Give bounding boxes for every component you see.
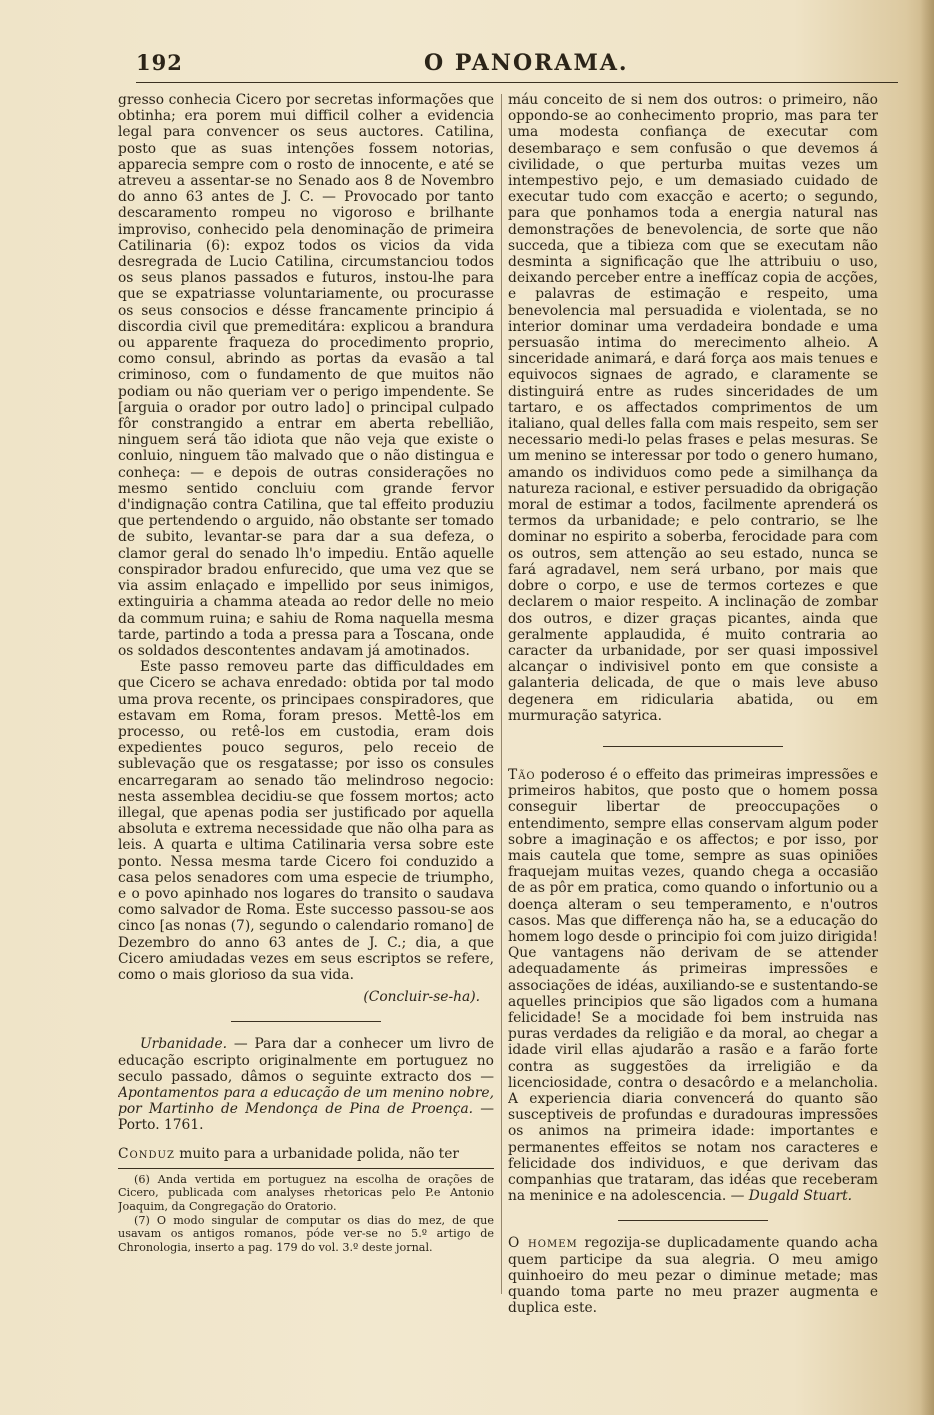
impressions-author: — Dugald Stuart.	[726, 1188, 853, 1205]
left-column	[118, 92, 494, 1342]
homem-lead: O homem	[508, 1235, 578, 1252]
column-divider	[501, 94, 502, 1294]
right-column	[508, 92, 878, 1342]
urbanidade-start-text: muito para a urbanidade polida, não ter	[174, 1145, 459, 1162]
footnote-7: (7) O modo singular de computar os dias do mez, de que usavam os antigos romanos, póde ver-se no 5.º artigo de Chronologia, inserto a pag. 179 do vol. 3.º deste jornal.	[118, 1214, 494, 1254]
footnotes	[118, 1168, 494, 1254]
urbanidade-start	[118, 1146, 494, 1162]
impressions-paragraph	[508, 767, 878, 1204]
footnote-6: (6) Anda vertida em portuguez na escolha de orações de Cicero, publicada com analyses rhetoricas pelo P.e Antonio Joaquim, da Congregação do Oratorio.	[118, 1172, 494, 1213]
page-number: 192	[136, 50, 183, 75]
section-separator	[231, 1021, 381, 1022]
cicero-paragraph-2: Este passo removeu parte das difficuldades em que Cicero se achava enredado: obtida por tal modo uma prova recente, os principaes conspiradores, que estavam em Roma, foram presos. Mettê-los em processo, ou retê-los em custodia, eram dois expedientes pouco seguros, pelo receio de sublevação que os resgatasse; por isso os consules encarregaram ao senado tão melindroso negocio: nesta assemblea decidiu-se que fossem mortos; acto illegal, que apenas podia ser justificado por aquella absoluta e extrema necessidade que não olha para as leis. A quarta e ultima Catilinaria versa sobre este ponto. Nessa mesma tarde Cicero foi conduzido a casa pelos senadores com uma especie de triumpho, e o povo apinhado nos logares do transito o saudava como salvador de Roma. Este successo passou-se aos cinco [as nonas (7), segundo o calendario romano] de Dezembro do anno 63 antes de J. C.; dia, a que Cicero amiudadas vezes em seus escriptos se refere, como o mais glorioso da sua vida.	[118, 659, 494, 983]
continuation-note: (Concluir-se-ha).	[363, 989, 480, 1006]
section-separator	[618, 1220, 768, 1221]
urbanidade-title: Urbanidade.	[140, 1036, 228, 1053]
urbanidade-continuation: máu conceito de si nem dos outros: o primeiro, não oppondo-se ao conhecimento proprio, mas para ter uma modesta confiança de executar com desembaraço e sem confusão o que devemos á civilidade, o que perturba muitas vezes um intempestivo pejo, e um demasiado cuidado de executar tudo com exacção e acerto; o segundo, para que ponhamos toda a energia natural nas demonstrações de benevolencia, de sorte que não succeda, que a tibieza com que se executam não desminta a significação que lhe attribuiu o uso, deixando perceber entre a ineffícaz copia de acções, e palavras de estimação e respeito, uma benevolencia mal persuadida e violentada, se no interior dominar uma verdadeira bondade e uma persuasão intima do merecimento alheio. A sinceridade animará, e dará força aos mais tenues e equivocos signaes de agrado, e claramente se distinguirá entre as rudes sinceridades de um tartaro, e os affectados comprimentos de um italiano, qual delles falla com mais respeito, sem ser necessario medi-lo pelas frases e pelas mesuras. Se um menino se interessar por todo o genero humano, amando os individuos como pede a similhança da natureza racional, e estiver persuadido da obrigação moral de estimar a todos, facilmente aprenderá os termos da urbanidade; e pelo contrario, se lhe dominar no espirito a soberba, ferocidade para com os outros, sem attenção ao seu estado, nunca se fará agradavel, nem será urbano, por mais que dobre o corpo, e use de termos cortezes e que declarem o maior respeito. A inclinação de zombar dos outros, e dizer graças picantes, ainda que geralmente applaudida, é muito contraria ao caracter da urbanidade, por ser quasi impossivel alcançar o indivisivel ponto em que consiste a galanteria delicada, de que o mais leve abuso degenera em ridicularia abatida, ou em murmuração satyrica.	[508, 92, 878, 724]
urbanidade-intro-text-b: — Porto. 1761.	[118, 1101, 494, 1134]
section-separator	[603, 746, 783, 747]
running-title: O PANORAMA.	[424, 50, 629, 76]
impressions-text: poderoso é o effeito das primeiras impressões e primeiros habitos, que posto que o homem possa conseguir libertar de preoccupações o entendimento, sempre ellas conservam algum poder sobre a imaginação e os affectos; e por isso, por mais cautela que tome, sempre as suas opiniões fraquejam muitas vezes, quando chega a occasião de as pôr em pratica, como quando o infortunio ou a doença alteram o seu temperamento, e n'outros casos. Mas que differença não ha, se a educação do homem logo desde o principio foi com juizo dirigida! Que vantagens não derivam de se attender adequadamente ás primeiras impressões e associações de idéas, auxiliando-se e sustentando-se aquelles principios que são ligados com a humana felicidade! Se a mocidade foi bem instruida nas puras verdades da religião e da moral, ao chegar a idade viril ellas ajudarão a rasão e a farão forte contra as suggestões da irreligião e da licenciosidade, contra o desacôrdo e a melancholia. A experiencia diaria convencerá do quanto são susceptiveis de profundas e duradouras impressões os animos na primeira idade: importantes e permanentes effeitos se notam nos caracteres e felicidade dos individuos, e que derivam das companhias que trataram, das idéas que receberam na meninice e na adolescencia.	[508, 766, 878, 1205]
urbanidade-intro	[118, 1036, 494, 1133]
homem-paragraph	[508, 1235, 878, 1316]
impressions-lead: Tão	[508, 766, 536, 783]
cicero-paragraph-1: gresso conhecia Cicero por secretas informações que obtinha; era porem mui difficil colher a evidencia legal para convencer os seus auctores. Catilina, posto que as suas intenções fossem notorias, apparecia sempre com o rosto de innocente, e até se atreveu a assentar-se no Senado aos 8 de Novembro do anno 63 antes de J. C. — Provocado por tanto descaramento rompeu no vigoroso e brilhante improviso, conhecido pela denominação de primeira Catilinaria (6): expoz todos os vicios da vida desregrada de Lucio Catilina, circumstanciou todos os seus planos passados e futuros, instou-lhe para que se expatriasse voluntariamente, ou procurasse os seus consocios e désse francamente principio á discordia civil que premeditára: explicou a brandura ou apparente fraqueza do procedimento proprio, como consul, abrindo as portas da evasão a tal criminoso, com o fundamento de que muitos não podiam ou não queriam ver o perigo impendente. Se [arguia o orador por outro lado] o principal culpado fôr constrangido a entrar em aberta rebellião, ninguem será tão idiota que não veja que existe o conluio, ninguem tão malvado que o não distingua e conheça: — e depois de outras considerações no mesmo sentido concluiu com grande fervor d'indignação contra Catilina, que tal effeito produziu que pertendendo o arguido, não obstante ser tomado de subito, levantar-se para dar a sua defeza, o clamor geral do senado lh'o impediu. Então aquelle conspirador bradou enfurecido, que uma vez que se via assim enlaçado e impellido por seus inimigos, extinguiria a chamma ateada ao redor delle no meio da commum ruina; e sahiu de Roma naquella mesma tarde, partindo a toda a pressa para a Toscana, onde os soldados descontentes andavam já amotinados.	[118, 92, 494, 659]
urbanidade-start-lead: Conduz	[118, 1145, 175, 1162]
page-spine-shadow	[920, 0, 934, 1415]
urbanidade-source: Apontamentos para a educação de um menino nobre, por Martinho de Mendonça de Pina de Proença.	[118, 1084, 494, 1118]
homem-text: regozija-se duplicadamente quando acha quem participe da sua alegria. O meu amigo quinhoeiro do meu pezar o diminue metade; mas quando toma parte no meu prazer augmenta e duplica este.	[508, 1235, 878, 1317]
urbanidade-intro-text-a: — Para dar a conhecer um livro de educação escripto originalmente em portuguez no seculo passado, dâmos o seguinte extracto dos —	[118, 1036, 494, 1085]
page-header	[136, 48, 898, 83]
